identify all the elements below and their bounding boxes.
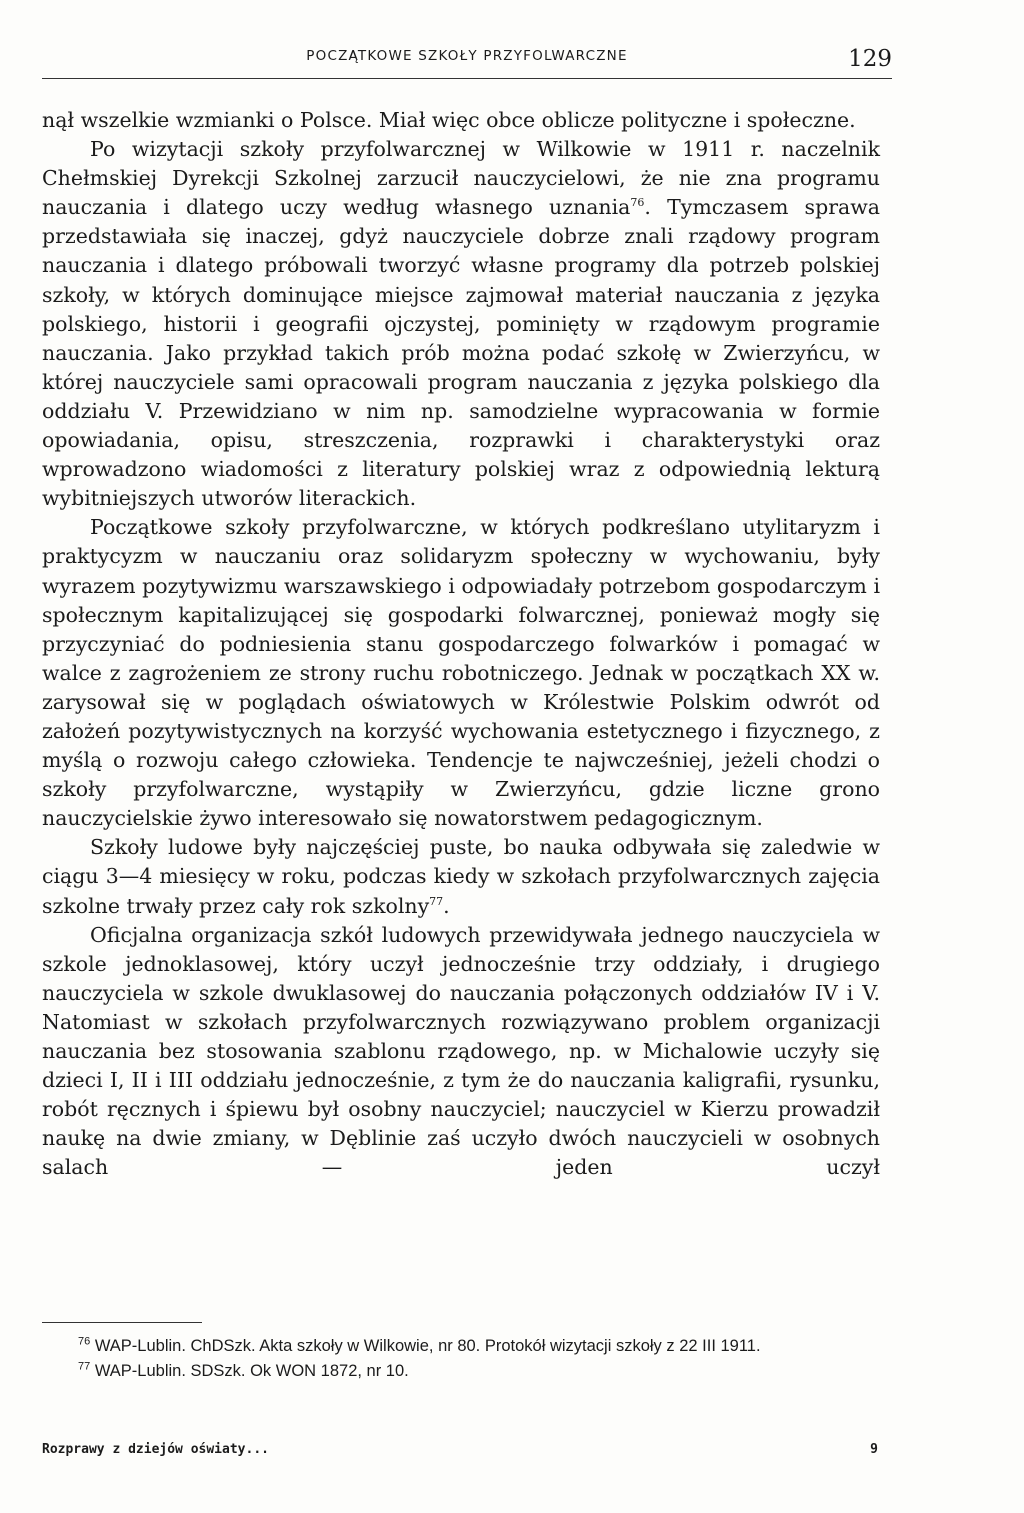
footnotes (42, 1334, 880, 1384)
footer-source: Rozprawy z dziejów oświaty... (42, 1442, 269, 1457)
paragraph-text: . (443, 893, 450, 918)
footnote-ref: 76 (630, 196, 645, 210)
paragraph-continued: nął wszelkie wzmianki o Polsce. Miał więc obce oblicze polityczne i społeczne. (42, 108, 856, 132)
footnote-ref: 77 (429, 894, 444, 908)
paragraph (42, 833, 880, 920)
footnote-mark: 77 (78, 1360, 91, 1373)
footnote-mark: 76 (78, 1335, 91, 1348)
page-footer (42, 1442, 880, 1464)
body-text (42, 106, 880, 1182)
book-page (42, 0, 892, 1513)
footnote-text: WAP-Lublin. SDSzk. Ok WON 1872, nr 10. (90, 1362, 409, 1380)
footnote-text: WAP-Lublin. ChDSzk. Akta szkoły w Wilkowie, nr 80. Protokół wizytacji szkoły z 22 III 1911. (90, 1337, 761, 1355)
paragraph-text: Po wizytacji szkoły przyfolwarcznej w Wilkowie w 1911 r. naczelnik Chełmskiej Dyrekcji Szkolnej zarzucił nauczycielowi, że nie zna programu nauczania i dlatego uczy według własnego uznania (42, 137, 880, 220)
paragraph (42, 135, 880, 513)
signature-mark: 9 (870, 1442, 878, 1457)
paragraph-text: . Tymczasem sprawa przedstawiała się inaczej, gdyż nauczyciele dobrze znali rządowy program nauczania i dlatego próbowali tworzyć własne programy dla potrzeb polskiej szkoły, w których dominujące miejsce zajmował materiał nauczania z języka polskiego, historii i geografii ojczystej, pominięty w rządowym programie nauczania. Jako przykład takich prób można podać szkołę w Zwierzyńcu, w której nauczyciele sami opracowali program nauczania z języka polskiego dla oddziału V. Przewidziano w nim np. samodzielne wypracowania w formie opowiadania, opisu, streszczenia, rozprawki i charakterystyki oraz wprowadzono wiadomości z literatury polskiej wraz z odpowiednią lekturą wybitniejszych utworów literackich. (42, 195, 880, 511)
running-head (42, 48, 892, 79)
page-number: 129 (848, 46, 892, 72)
footnote-divider (42, 1322, 202, 1323)
footnote (42, 1334, 880, 1359)
paragraph: Oficjalna organizacja szkół ludowych przewidywała jednego nauczyciela w szkole jednoklasowej, który uczył jednocześnie trzy oddziały, i drugiego nauczyciela w szkole dwuklasowej do nauczania połączonych oddziałów IV i V. Natomiast w szkołach przyfolwarcznych rozwiązywano problem organizacji nauczania bez stosowania szablonu rządowego, np. w Michalowie uczyły się dzieci I, II i III oddziału jednocześnie, z tym że do nauczania kaligrafii, rysunku, robót ręcznych i śpiewu był osobny nauczyciel; nauczyciel w Kierzu prowadził naukę na dwie zmiany, w Dęblinie zaś uczyło dwóch nauczycieli w osobnych salach — jeden uczył (42, 922, 880, 1180)
paragraph-text: Szkoły ludowe były najczęściej puste, bo nauka odbywała się zaledwie w ciągu 3—4 miesięcy w roku, podczas kiedy w szkołach przyfolwarcznych zajęcia szkolne trwały przez cały rok szkolny (42, 835, 880, 918)
footnote (42, 1359, 880, 1384)
running-title: POCZĄTKOWE SZKOŁY PRZYFOLWARCZNE (306, 48, 628, 64)
paragraph: Początkowe szkoły przyfolwarczne, w których podkreślano utylitaryzm i praktycyzm w nauczaniu oraz solidaryzm społeczny w wychowaniu, były wyrazem pozytywizmu warszawskiego i odpowiadały potrzebom gospodarczym i społecznym kapitalizującej się gospodarki folwarcznej, ponieważ mogły się przyczyniać do podniesienia stanu gospodarczego folwarków i pomagać w walce z zagrożeniem ze strony ruchu robotniczego. Jednak w początkach XX w. zarysował się w poglądach oświatowych w Królestwie Polskim odwrót od założeń pozytywistycznych na korzyść wychowania estetycznego i fizycznego, z myślą o rozwoju całego człowieka. Tendencje te najwcześniej, jeżeli chodzi o szkoły przyfolwarczne, wystąpiły w Zwierzyńcu, gdzie liczne grono nauczycielskie żywo interesowało się nowatorstwem pedagogicznym. (42, 515, 880, 831)
